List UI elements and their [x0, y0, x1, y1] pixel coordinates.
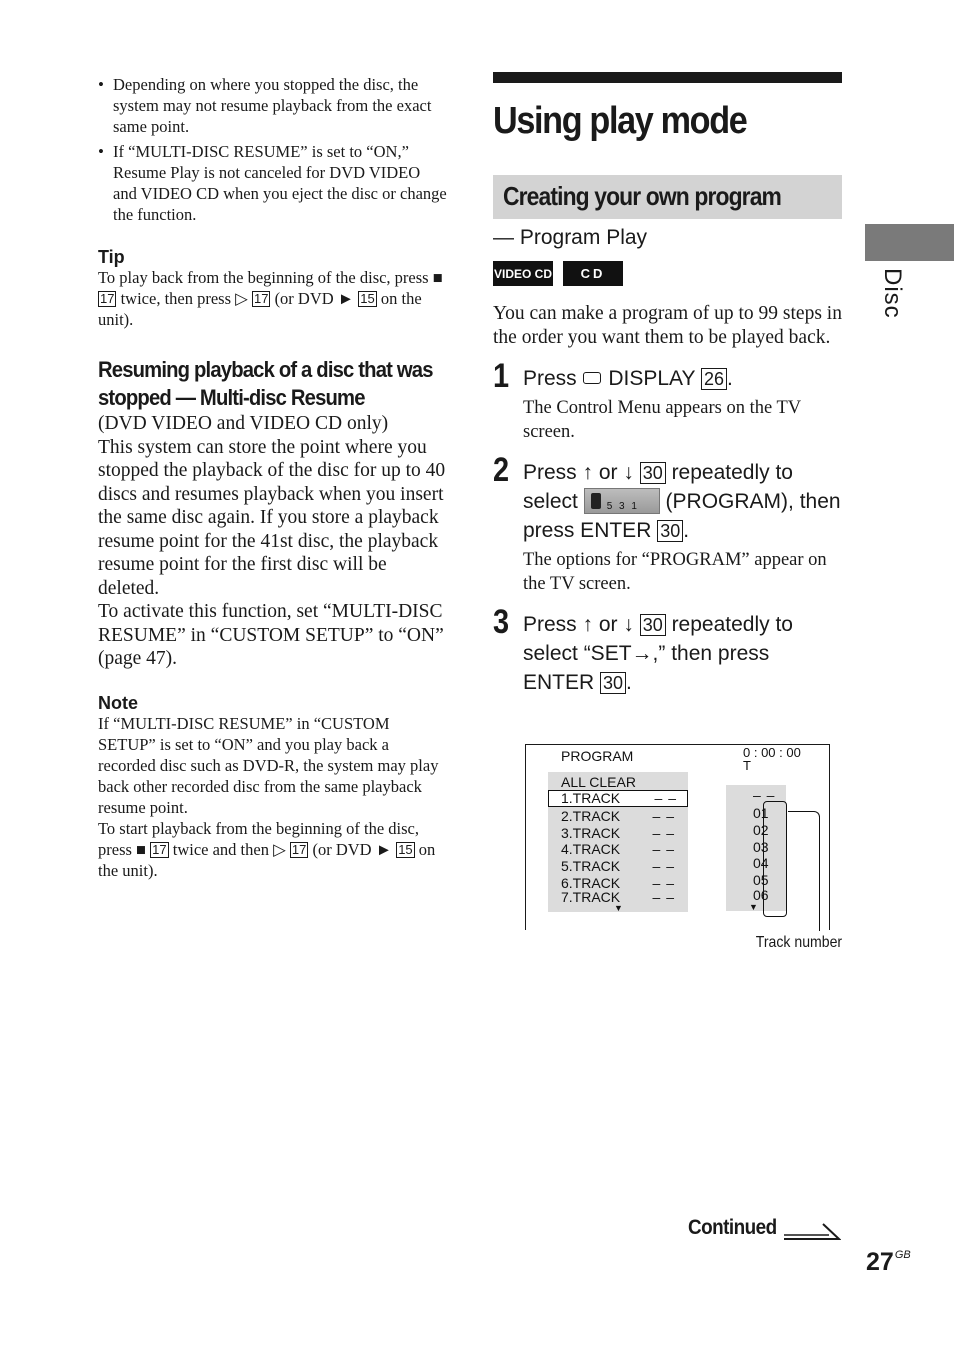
note-heading: Note: [98, 692, 138, 713]
display-icon: [583, 372, 601, 384]
empty-slot: – –: [753, 787, 776, 803]
intro-text: You can make a program of up to 99 steps in the order you want them to be played back.: [493, 303, 842, 348]
key-label: 30: [640, 462, 666, 484]
section-tab: [865, 224, 954, 261]
key-label: 15: [398, 841, 413, 857]
step-note: The options for “PROGRAM” appear on the TV screen.: [523, 550, 827, 594]
track-row: 4.TRACK – –: [561, 841, 675, 857]
screen-title: PROGRAM: [561, 748, 634, 764]
continued-arrow-icon: [783, 1218, 841, 1242]
key-label: 17: [253, 291, 269, 306]
key-label: 30: [640, 614, 666, 636]
track-row: 2.TRACK – –: [561, 808, 675, 824]
step-2: [493, 451, 842, 596]
track-row-selected: 1.TRACK – –: [548, 790, 688, 807]
key-label: 30: [600, 672, 626, 694]
track-row: 5.TRACK – –: [561, 858, 675, 874]
track-list: [548, 772, 688, 912]
bullet-item: • If “MULTI-DISC RESUME” is set to “ON,” Resume Play is not canceled for DVD VIDEO and VIDEO CD when you eject the disc or change the function.: [98, 141, 448, 225]
program-number: 01: [753, 805, 769, 821]
program-number: 05: [753, 872, 769, 888]
video-cd-badge: VIDEO CD: [493, 261, 553, 286]
all-clear-option: ALL CLEAR: [561, 774, 636, 790]
key-label: 17: [152, 841, 167, 857]
track-row: 3.TRACK – –: [561, 825, 675, 841]
step-3: [493, 603, 842, 697]
subtitle-band: [493, 175, 842, 219]
track-number-caption: Track number: [755, 934, 842, 951]
program-number: 04: [753, 855, 769, 871]
program-number: 03: [753, 839, 769, 855]
tip-text: To play back from the beginning of the disc, press ■ 17 twice, then press ▷ 17 (or DVD ► 15 on the unit).: [98, 268, 443, 329]
scroll-down-icon: ▼: [614, 903, 623, 913]
bullet-item: • Depending on where you stopped the disc, the system may not resume playback from the exact same point.: [98, 74, 448, 137]
step-number: 3: [493, 603, 510, 641]
cd-badge: CD: [563, 261, 623, 286]
step-1: [493, 357, 842, 444]
continued-label: Continued: [688, 1216, 777, 1239]
page-title: Using play mode: [493, 100, 747, 142]
step-instruction: Press DISPLAY 26 .: [523, 367, 733, 390]
step-number: 2: [493, 451, 510, 489]
disc-badges: [493, 261, 842, 286]
program-number: 06: [753, 887, 769, 903]
title-rule: [493, 72, 842, 83]
subtitle: Creating your own program: [503, 181, 782, 211]
track-number-highlight: [763, 801, 787, 917]
page-number: $27^{GB}$: [866, 1248, 911, 1276]
track-row: 7.TRACK – –: [561, 889, 675, 905]
track-row: 6.TRACK – –: [561, 875, 675, 891]
screen-time: 0 : 00 : 00 T: [743, 745, 801, 773]
left-column: [98, 74, 448, 881]
key-label: 26: [701, 368, 727, 390]
step-instruction: Press ↑ or ↓ 30 repeatedly to select 5 3 1 (PROGRAM), then press ENTER 30 .: [523, 458, 842, 545]
note-text: If “MULTI-DISC RESUME” in “CUSTOM SETUP” is set to “ON” and you play back a recorded disc such as DVD-R, the system may play back other recorded disc from the same playback resume point. To start playback from the beginning of the disc, press ■ 17 twice and then ▷ 17 (or DVD ► 15 on the unit).: [98, 713, 439, 880]
program-number: 02: [753, 822, 769, 838]
key-label: 17: [291, 841, 307, 857]
key-label: 30: [657, 520, 683, 542]
key-label: 15: [360, 291, 375, 306]
scroll-down-icon: ▼: [749, 902, 758, 912]
section-heading: Resuming playback of a disc that was stopped — Multi-disc Resume: [98, 357, 433, 410]
section-body: (DVD VIDEO and VIDEO CD only) This system can store the point where you stopped the playback of the disc for up to 40 discs and resumes playback when you insert the same disc again. If you store a playback resume point for the 41st disc, the playback resume point for the first disc will be deleted. To activate this function, set “MULTI-DISC RESUME” in “CUSTOM SETUP” to “ON” (page 47).: [98, 413, 446, 669]
program-icon: [584, 488, 660, 514]
section-tab-label: Disc: [879, 268, 906, 319]
step-instruction: Press ↑ or ↓ 30 repeatedly to select “SET→,” then press ENTER 30 .: [523, 613, 793, 694]
subsubtitle: — Program Play: [493, 226, 648, 249]
step-number: 1: [493, 357, 510, 395]
program-screen: [525, 744, 830, 930]
step-note: The Control Menu appears on the TV screen.: [523, 398, 801, 442]
right-column: [493, 72, 842, 697]
tip-heading: Tip: [98, 247, 125, 267]
callout-line: [788, 811, 820, 931]
key-label: 17: [100, 291, 115, 306]
